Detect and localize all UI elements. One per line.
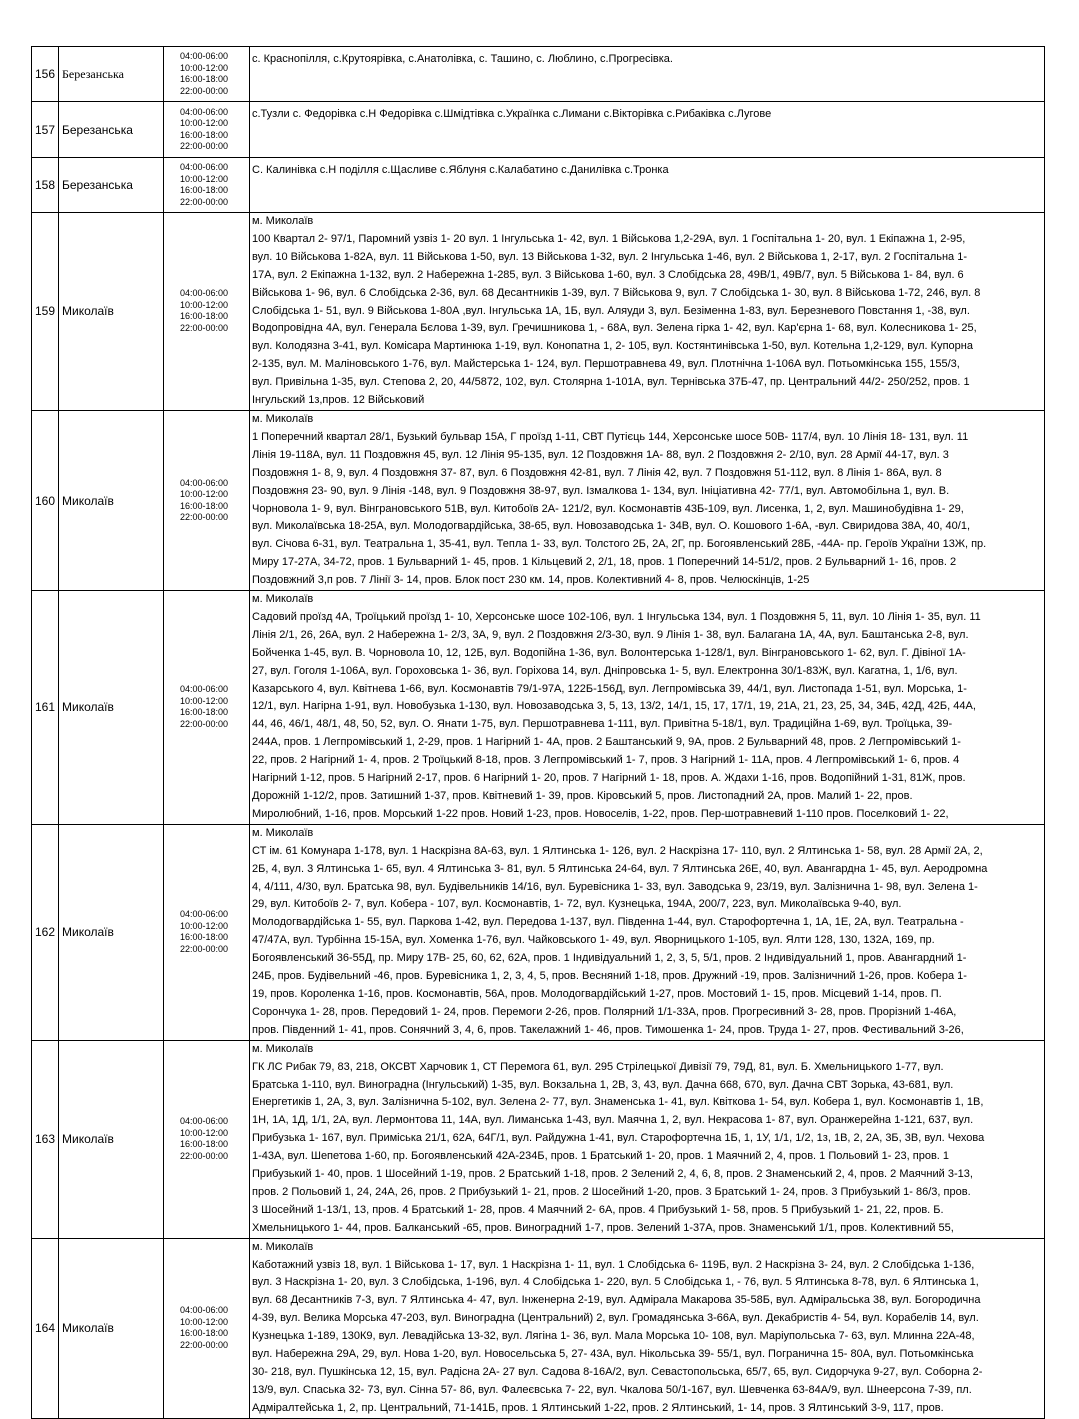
table-row <box>32 47 1045 102</box>
address-line: Водопровідна 4А, вул. Генерала Бєлова 1-39, вул. Гречишникова 1, - 68А, вул. Зелена гірка 1- 42, вул. Кар'єрна 1- 68, вул. Колесникова 1- 25, <box>252 322 977 335</box>
time-slot: 22:00-00:00 <box>180 1150 229 1161</box>
time-slot: 16:00-18:00 <box>180 932 229 943</box>
address-line: Садовий проїзд 4А, Троїцький проїзд 1- 10, Херсонське шосе 102-106, вул. 1 Інгульська 134, вул. 1 Поздовжня 5, 11, вул. 10 Лінія 1- 35, вул. 11 <box>252 610 981 623</box>
address-line: 100 Квартал 2- 97/1, Паромний узвіз 1- 20 вул. 1 Інгульська 1- 42, вул. 1 Військова 1,2-29А, вул. 1 Госпітальна 1- 20, вул. 1 Екіпажна 1, 2-95, <box>252 232 966 245</box>
district-name: Березанська <box>59 102 164 158</box>
time-slot: 22:00-00:00 <box>180 512 229 522</box>
table-row <box>32 102 1045 158</box>
time-slot: 16:00-18:00 <box>180 1328 229 1339</box>
address-line: Миру 17-27А, 34-72, пров. 1 Бульварний 1- 45, пров. 1 Кільцевий 2, 2/1, 18, пров. 1 Поперечний 14-51/2, пров. 2 Бульварний 1- 16, пров. 2 <box>252 556 957 569</box>
time-slots <box>164 102 250 158</box>
address-line: Лінія 19-118А, вул. 11 Поздовжня 45, вул. 12 Лінія 95-135, вул. 12 Поздовжня 1А- 88, вул. 2 Поздовжня 2- 2/10, вул. 28 Армії 44-17, вул. 3 <box>252 448 949 461</box>
time-slot: 22:00-00:00 <box>180 943 229 954</box>
address-list <box>250 47 1045 102</box>
address-line: 12/1, вул. Нагірна 1-91, вул. Новобузька 1-130, вул. Новозаводська 3, 5, 13, 13/2, 14/1, 15, 17, 17/1, 19, 21А, 21, 23, 25, 34, 34Б, 42Д, 42Б, 44А, <box>252 700 976 713</box>
address-line: 1 Поперечний квартал 28/1, Бузький бульвар 15А, Г проїзд 1-11, СВТ Путієць 144, Херсонське шосе 50В- 117/4, вул. 10 Лінія 18- 131, вул. 11 <box>252 430 969 443</box>
address-line: 4-39, вул. Велика Морська 47-203, вул. Виноградна (Центральний) 2, вул. Громадянська 3-66А, вул. Декабристів 4- 54, вул. Корабелів 14, вул. <box>252 1312 979 1325</box>
time-slot: 22:00-00:00 <box>180 718 229 729</box>
address-line: Прибузький 1- 40, пров. 1 Шосейний 1-19, пров. 2 Братський 1-18, пров. 2 Зелений 2, 4, 6, 8, пров. 2 Знаменський 2, 4, пров. 2 Маячний 3-13, <box>252 1168 973 1181</box>
time-slots <box>164 47 250 102</box>
address-line: Поздовжня 1- 8, 9, вул. 4 Поздовжня 37- 87, вул. 6 Поздовжня 42-81, вул. 7 Лінія 42, вул. 7 Поздовжня 51-112, вул. 8 Лінія 1- 86А, вул. 8 <box>252 466 942 479</box>
address-line: Адміралтейська 1, 2, пр. Центральний, 71-141Б, пров. 1 Ялтинський 1-22, пров. 2 Ялтинський, 1- 14, пров. 3 Ялтинський 3-9, 117, пров. <box>252 1401 944 1414</box>
row-number: 163 <box>32 1040 59 1238</box>
time-slots <box>164 824 250 1040</box>
time-slot: 04:00-06:00 <box>180 162 229 172</box>
district-name: Миколаїв <box>59 1238 164 1418</box>
address-line: 27, вул. Гоголя 1-106А, вул. Гороховська 1- 36, вул. Горіхова 14, вул. Дніпровська 1- 5, вул. Електронна 30/1-83Ж, вул. Кагатна, 1, 1/6, вул. <box>252 664 958 677</box>
city-name: м. Миколаїв <box>252 215 314 227</box>
time-slot: 22:00-00:00 <box>180 1339 229 1350</box>
row-number: 161 <box>32 591 59 825</box>
address-line: Прибузька 1- 167, вул. Приміська 21/1, 62А, 64Г/1, вул. Райдужна 1-41, вул. Старофортечна 1Б, 1, 1У, 1/1, 1/2, 1з, 1В, 2, 2А, 3Б, 3В, вул. Чехова <box>252 1132 985 1145</box>
address-line: вул. Січова 6-31, вул. Театральна 1, 35-41, вул. Тепла 1- 33, вул. Толстого 2Б, 2А, 2Г, пр. Богоявленський 28Б, -44А- пр. Героїв України 13Ж, пр. <box>252 538 987 551</box>
time-slot: 22:00-00:00 <box>180 85 229 96</box>
time-slot: 04:00-06:00 <box>180 477 229 488</box>
address-line: вул. Набережна 29А, 29, вул. Нова 1-20, вул. Новосельська 5, 27- 43А, вул. Нікольська 39- 55/1, вул. Погранична 15- 80А, вул. Потьомкінська <box>252 1348 974 1361</box>
address-line: Хмельницького 1- 44, пров. Балканський -65, пров. Виноградний 1-7, пров. Зелений 1-37А, пров. Знаменський 1/1, пров. Колективний 55, <box>252 1221 954 1234</box>
address-line: Поздовжний 3,п ров. 7 Лінії 3- 14, пров. Блок пост 230 км. 14, пров. Колективний 4- 8, пров. Челюскінців, 1-25 <box>252 574 810 587</box>
address-line: вул. Привільна 1-35, вул. Степова 2, 20, 44/5872, 102, вул. Столярна 1-101А, вул. Тернівська 37Б-47, пр. Центральний 44/2- 250/252, пров. 1 <box>252 376 970 389</box>
time-slots <box>164 158 250 213</box>
address-line: Нагірний 1-12, пров. 5 Нагірний 2-17, пров. 6 Нагірний 1- 20, пров. 7 Нагірний 1- 18, пров. А. Ждахи 1-16, пров. Водопійний 1-31, 81Ж, пров. <box>252 772 966 785</box>
address-line: 2-135, вул. М. Маліновського 1-76, вул. Майстерська 1- 124, вул. Першотравнева 49, вул. Плотнічна 1-106А вул. Потьомкінська 155, 155/3, <box>252 358 960 371</box>
address-line: 44, 46, 46/1, 48/1, 48, 50, 52, вул. О. Янати 1-75, вул. Першотравнева 1-111, вул. Привітна 5-18/1, вул. Традиційна 1-69, вул. Троїцька, 39- <box>252 718 953 731</box>
address-line: Миролюбний, 1-16, пров. Морський 1-22 пров. Новий 1-23, пров. Новоселів, 1-22, пров. Пер-шотравневий 1-110 пров. Поселковий 1- 22, <box>252 807 949 820</box>
address-line: Кузнецька 1-189, 130К9, вул. Левадійська 13-32, вул. Лягіна 1- 36, вул. Мала Морська 10- 108, вул. Маріупольська 7- 63, вул. Млинна 22А-48, <box>252 1330 975 1343</box>
address-list <box>250 102 1045 158</box>
table-row <box>32 824 1045 1040</box>
address-line: 4, 4/111, 4/30, вул. Братська 98, вул. Будівельників 14/16, вул. Буревісника 1- 33, вул. Заводська 9, 23/19, вул. Залізнична 1- 98, вул. Зелена 1- <box>252 880 978 893</box>
district-name: Березанська <box>59 47 164 102</box>
time-slot: 04:00-06:00 <box>180 106 229 117</box>
address-line: пров. Південний 1- 41, пров. Сонячний 3, 4, 6, пров. Такелажний 1- 46, пров. Тимошенка 1- 24, пров. Труда 1- 27, пров. Фестивальний 3-26, <box>252 1023 964 1036</box>
row-number: 160 <box>32 410 59 590</box>
address-line: 1Н, 1А, 1Д, 1/1, 2А, вул. Лермонтова 11, 14А, вул. Лиманська 1-43, вул. Маячна 1, 2, вул. Некрасова 1- 87, вул. Оранжерейна 1-121, 637, вул. <box>252 1114 974 1127</box>
address-line: 30- 218, вул. Пушкінська 12, 15, вул. Радісна 2А- 27 вул. Садова 8-16А/2, вул. Севастопольська, 65/7, 65, вул. Сидорчука 9-27, вул. Соборна 2- <box>252 1366 983 1378</box>
time-slot: 04:00-06:00 <box>180 684 229 695</box>
address-list <box>250 824 1045 1040</box>
time-slots <box>164 410 250 590</box>
time-slot: 10:00-12:00 <box>180 1127 229 1138</box>
time-slot: 10:00-12:00 <box>180 920 229 931</box>
row-number: 156 <box>32 47 59 102</box>
time-slot: 10:00-12:00 <box>180 118 229 128</box>
time-slot: 16:00-18:00 <box>180 74 229 84</box>
city-name: м. Миколаїв <box>252 412 314 425</box>
address-line: Лінія 2/1, 26, 26А, вул. 2 Набережна 1- 2/3, 3А, 9, вул. 2 Поздовжня 2/3-30, вул. 9 Лінія 1- 38, вул. Балагана 1А, 4А, вул. Баштанська 2-8, вул. <box>252 628 969 641</box>
address-line: с.Тузли с. Федорівка с.Н Федорівка с.Шмідтівка с.Українка с.Лимани с.Вікторівка с.Рибаківка с.Лугове <box>252 108 772 120</box>
time-slot: 10:00-12:00 <box>180 173 229 184</box>
time-slot: 04:00-06:00 <box>180 51 229 61</box>
address-line: вул. 68 Десантників 7-3, вул. 7 Ялтинська 4- 47, вул. Інженерна 2-19, вул. Адмірала Макарова 35-58Б, вул. Адміральська 38, вул. Богородична <box>252 1294 981 1307</box>
address-line: 22, пров. 2 Нагірний 1- 4, пров. 2 Троїцький 8-18, пров. 3 Легпромівський 1- 7, пров. 3 Нагірний 1- 11А, пров. 4 Легпромівський 1- 6, пров. 4 <box>252 754 960 767</box>
table-row <box>32 591 1045 825</box>
time-slot: 16:00-18:00 <box>180 707 229 718</box>
time-slots <box>164 1238 250 1418</box>
address-line: С. Калинівка с.Н поділля с.Щасливе с.Яблуня с.Калабатино с.Данилівка с.Тронка <box>252 164 669 176</box>
time-slot: 04:00-06:00 <box>180 1305 229 1316</box>
time-slot: 16:00-18:00 <box>180 500 229 511</box>
address-line: 1-43А, вул. Шепетова 1-60, пр. Богоявленський 42А-234Б, пров. 1 Братський 1- 20, пров. 1 Маячний 2, 4, пров. 1 Польовий 1- 23, пров. 1 <box>252 1150 950 1163</box>
city-name: м. Миколаїв <box>252 593 314 606</box>
time-slot: 16:00-18:00 <box>180 185 229 195</box>
time-slot: 10:00-12:00 <box>180 695 229 706</box>
city-name: м. Миколаїв <box>252 1240 314 1253</box>
address-line: вул. 3 Наскрізна 1- 20, вул. 3 Слобідська, 1-196, вул. 4 Слобідська 1- 220, вул. 5 Слобідська 1, - 76, вул. 5 Ялтинська 8-78, вул. 6 Ялтинська 1, <box>252 1276 979 1289</box>
outage-schedule-table <box>31 46 1045 1419</box>
table-row <box>32 213 1045 411</box>
address-line: вул. 10 Військова 1-82А, вул. 11 Військова 1-50, вул. 13 Військова 1-32, вул. 2 Інгульська 1-46, вул. 2 Військова 1, 2-17, вул. 2 Госпітальна 1- <box>252 250 968 263</box>
address-line: 2Б, 4, вул. 3 Ялтинська 1- 65, вул. 4 Ялтинська 3- 81, вул. 5 Ялтинська 24-64, вул. 7 Ялтинська 26Е, 40, вул. Авангардна 1- 45, вул. Аеродромна <box>252 862 988 875</box>
time-slot: 10:00-12:00 <box>180 1316 229 1327</box>
address-line: вул. Колодязна 3-41, вул. Комісара Мартинюка 1-19, вул. Конопатна 1, 2- 105, вул. Костянтинівська 1-50, вул. Котельна 1,2-129, вул. Купорна <box>252 340 973 353</box>
address-line: Бойченка 1-45, вул. В. Чорновола 10, 12, 12Б, вул. Водопійна 1-36, вул. Волонтерська 1-128/1, вул. Вінграновського 1- 62, вул. Г. Дівіної 1А- <box>252 646 966 659</box>
address-line: Сорончука 1- 28, пров. Передовий 1- 24, пров. Перемоги 2-26, пров. Полярний 1/1-33А, пров. Прогресивний 3- 28, пров. Прорізний 1-46А, <box>252 1005 957 1018</box>
district-name: Миколаїв <box>59 213 164 411</box>
district-name: Березанська <box>59 158 164 213</box>
row-number: 157 <box>32 102 59 158</box>
address-line: 24Б, пров. Будівельний -46, пров. Буревісника 1, 2, 3, 4, 5, пров. Весняний 1-18, пров. Дружний -19, пров. Залізничний 1-26, пров. Кобера 1- <box>252 970 967 983</box>
time-slot: 22:00-00:00 <box>180 196 229 207</box>
address-list <box>250 1238 1045 1418</box>
address-line: Чорновола 1- 9, вул. Вінграновського 51В, вул. Китобоїв 2А- 121/2, вул. Космонавтів 43Б-109, вул. Лисенка, 1, 2, вул. Машинобудівна 1- 29, <box>252 502 964 515</box>
time-slot: 10:00-12:00 <box>180 489 229 499</box>
address-line: Поздовжня 23- 90, вул. 9 Лінія -148, вул. 9 Поздовжня 38-97, вул. Ізмалкова 1- 134, вул. Ініціативна 42- 77/1, вул. Автомобільна 1, вул. В. <box>252 484 950 497</box>
table-row <box>32 1238 1045 1418</box>
address-list <box>250 213 1045 411</box>
time-slots <box>164 1040 250 1238</box>
table-body <box>32 47 1045 1419</box>
address-line: Слобідська 1- 51, вул. 9 Військова 1-80А ,вул. Інгульська 1А, 1Б, вул. Аляуди 3, вул. Безіменна 1-83, вул. Березневого Повстання 1, -38, вул. <box>252 304 970 317</box>
address-line: Богоявленський 36-55Д, пр. Миру 17В- 25, 60, 62, 62А, пров. 1 Індивідуальний 1, 2, 3, 5, 5/1, пров. 2 Індивідуальний 1, пров. Авангардний 1- <box>252 952 967 965</box>
address-list <box>250 591 1045 825</box>
address-line: Казарського 4, вул. Квітнева 1-66, вул. Космонавтів 79/1-97А, 122Б-156Д, вул. Легпромівська 39, 44/1, вул. Листопада 1-51, вул. Морська, 1- <box>252 682 967 695</box>
district-name: Миколаїв <box>59 824 164 1040</box>
table-row <box>32 410 1045 590</box>
address-line: Дорожній 1-12/2, пров. Затишний 1-37, пров. Квітневий 1- 39, пров. Кіровський 5, пров. Листопадний 2А, пров. Малий 1- 22, пров. <box>252 790 913 802</box>
address-list <box>250 410 1045 590</box>
city-name: м. Миколаїв <box>252 1042 314 1055</box>
time-slot: 22:00-00:00 <box>180 141 229 151</box>
address-list <box>250 1040 1045 1238</box>
address-line: 47/47А, вул. Турбінна 15-15А, вул. Хоменка 1-76, вул. Чайковського 1- 49, вул. Яворницького 1-105, вул. Ялти 128, 130, 132А, 169, пр. <box>252 934 935 947</box>
address-line: ГК ЛС Рибак 79, 83, 218, ОКСВТ Харчовик 1, СТ Перемога 61, вул. 295 Стрілецької Дивізії 79, 79Д, 81, вул. Б. Хмельницького 1-77, вул. <box>252 1060 944 1073</box>
address-line: с. Краснопілля, с.Крутоярівка, с.Анатолівка, с. Ташино, с. Люблино, с.Прогресівка. <box>252 53 673 65</box>
district-name: Миколаїв <box>59 591 164 825</box>
address-line: Інгульский 1з,пров. 12 Військовий <box>252 394 425 407</box>
address-line: Братська 1-110, вул. Виноградна (Інгульський) 1-35, вул. Вокзальна 1, 2В, 3, 43, вул. Дачна 668, 670, вул. Дачна СВТ Зорька, 43-681, вул. <box>252 1078 954 1091</box>
time-slot: 04:00-06:00 <box>180 288 229 299</box>
time-slot: 16:00-18:00 <box>180 1139 229 1150</box>
time-slot: 10:00-12:00 <box>180 299 229 310</box>
address-line: пров. 2 Польовий 1, 24, 24А, 26, пров. 2 Прибузький 1- 21, пров. 2 Шосейний 1-20, пров. 3 Братський 1- 24, пров. 3 Прибузький 1- 86/3, пров. <box>252 1185 971 1198</box>
time-slots <box>164 213 250 411</box>
table-row <box>32 158 1045 213</box>
time-slot: 16:00-18:00 <box>180 311 229 322</box>
address-line: 13/9, вул. Спаська 32- 73, вул. Сінна 57- 86, вул. Фалеєвська 7- 22, вул. Чкалова 50/1-167, вул. Шевченка 63-84А/9, вул. Шнеерсона 7-39, пл. <box>252 1383 972 1396</box>
address-line: 19, пров. Короленка 1-16, пров. Космонавтів, 56А, пров. Молодогвардійський 1-27, пров. Мостовий 1- 15, пров. Місцевий 1-14, пров. П. <box>252 987 942 1000</box>
address-line: 29, вул. Китобоїв 2- 7, вул. Кобера - 107, вул. Космонавтів, 1- 72, вул. Кузнецька, 194А, 200/7, 223, вул. Миколаївська 9-40, вул. <box>252 898 902 911</box>
row-number: 158 <box>32 158 59 213</box>
address-line: 244А, пров. 1 Легпромівський 1, 2-29, пров. 1 Нагірний 1- 4А, пров. 2 Баштанський 9, 9А, пров. 2 Бульварний 48, пров. 2 Легпромівський 1- <box>252 736 961 749</box>
time-slot: 04:00-06:00 <box>180 1116 229 1127</box>
address-line: 3 Шосейний 1-13/1, 13, пров. 4 Братський 1- 28, пров. 4 Маячний 2- 6А, пров. 4 Прибузький 1- 58, пров. 5 Прибузький 1- 21, 22, пров. Б. <box>252 1203 944 1216</box>
address-line: Каботажний узвіз 18, вул. 1 Військова 1- 17, вул. 1 Наскрізна 1- 11, вул. 1 Слобідська 6- 119Б, вул. 2 Наскрізна 3- 24, вул. 2 Слобідська 1-136, <box>252 1258 975 1271</box>
time-slots <box>164 591 250 825</box>
time-slot: 10:00-12:00 <box>180 62 229 73</box>
district-name: Миколаїв <box>59 410 164 590</box>
district-name: Миколаїв <box>59 1040 164 1238</box>
time-slot: 04:00-06:00 <box>180 909 229 920</box>
address-line: 17А, вул. 2 Екіпажна 1-132, вул. 2 Набережна 1-285, вул. 3 Військова 1-60, вул. 3 Слобідська 28, 49В/1, 49В/7, вул. 5 Військова 1- 84, вул. 6 <box>252 268 964 281</box>
address-list <box>250 158 1045 213</box>
table-row <box>32 1040 1045 1238</box>
address-line: Молодогвардійська 1- 55, вул. Паркова 1-42, вул. Передова 1-137, вул. Південна 1-44, вул. Старофортечна 1, 1А, 1Е, 2А, вул. Театральна - <box>252 916 964 929</box>
address-line: Військова 1- 96, вул. 6 Слобідська 2-36, вул. 68 Десантників 1-39, вул. 7 Військова 9, вул. 7 Слобідська 1- 30, вул. 8 Військова 1-72, 246, вул. 8 <box>252 286 981 299</box>
address-line: вул. Миколаївська 18-25А, вул. Молодогвардійська, 38-65, вул. Новозаводська 1- 34В, вул. О. Кошового 1-6А, -вул. Свиридова 38А, 40, 40/1, <box>252 520 971 533</box>
row-number: 164 <box>32 1238 59 1418</box>
row-number: 159 <box>32 213 59 411</box>
time-slot: 16:00-18:00 <box>180 129 229 140</box>
time-slot: 22:00-00:00 <box>180 322 229 333</box>
row-number: 162 <box>32 824 59 1040</box>
address-line: Енергетиків 1, 2А, 3, вул. Залізнична 5-102, вул. Зелена 2- 77, вул. Знаменська 1- 41, вул. Квіткова 1- 54, вул. Кобера 1, вул. Космонавтів 1, 1В, <box>252 1096 984 1109</box>
city-name: м. Миколаїв <box>252 826 314 839</box>
address-line: СТ ім. 61 Комунара 1-178, вул. 1 Наскрізна 8А-63, вул. 1 Ялтинська 1- 126, вул. 2 Наскрізна 17- 110, вул. 2 Ялтинська 1- 58, вул. 28 Армії 2А, 2, <box>252 844 983 857</box>
